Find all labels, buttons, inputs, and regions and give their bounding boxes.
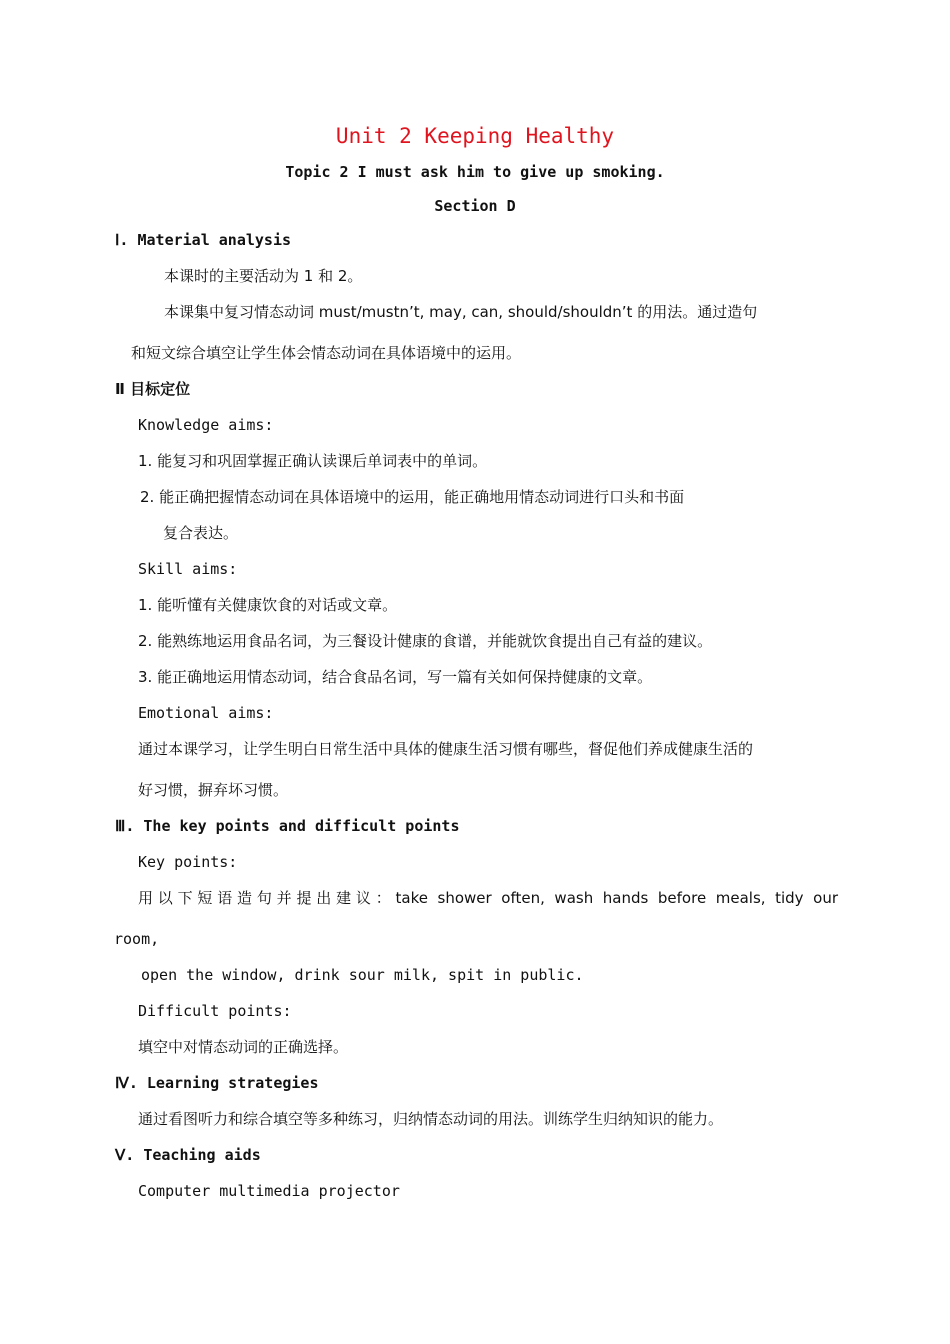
section-heading-material-analysis: Ⅰ. Material analysis	[115, 231, 292, 249]
paragraph: 通过看图听力和综合填空等多种练习，归纳情态动词的用法。训练学生归纳知识的能力。	[138, 1110, 724, 1128]
subheading-skill-aims: Skill aims:	[138, 560, 238, 578]
list-item-continued: 复合表达。	[163, 524, 239, 542]
section-heading-teaching-aids: Ⅴ. Teaching aids	[115, 1146, 261, 1164]
list-item: 1. 能听懂有关健康饮食的对话或文章。	[138, 596, 398, 614]
paragraph: open the window, drink sour milk, spit in public.	[141, 966, 584, 984]
paragraph: 通过本课学习，让学生明白日常生活中具体的健康生活习惯有哪些，督促他们养成健康生活的	[138, 740, 754, 758]
paragraph: 本课时的主要活动为 1 和 2。	[164, 267, 363, 285]
document-title: Unit 2 Keeping Healthy	[335, 124, 615, 148]
section-heading-key-points: Ⅲ. The key points and difficult points	[115, 817, 460, 835]
subheading-key-points: Key points:	[138, 853, 238, 871]
list-item: 2. 能正确把握情态动词在具体语境中的运用，能正确地用情态动词进行口头和书面	[140, 488, 685, 506]
paragraph: 本课集中复习情态动词 must/mustn’t, may, can, should/shouldn’t 的用法。通过造句	[164, 303, 758, 321]
topic-subtitle: Topic 2 I must ask him to give up smoking.	[285, 163, 665, 181]
paragraph: room,	[114, 930, 160, 948]
subheading-emotional-aims: Emotional aims:	[138, 704, 274, 722]
paragraph: 好习惯，摒弃坏习惯。	[138, 781, 289, 799]
section-heading-goals: Ⅱ 目标定位	[115, 380, 191, 398]
section-heading-learning-strategies: Ⅳ. Learning strategies	[115, 1074, 319, 1092]
subheading-knowledge-aims: Knowledge aims:	[138, 416, 274, 434]
section-label: Section D	[434, 197, 516, 215]
paragraph: Computer multimedia projector	[138, 1182, 400, 1200]
subheading-difficult-points: Difficult points:	[138, 1002, 292, 1020]
list-item: 2. 能熟练地运用食品名词，为三餐设计健康的食谱，并能就饮食提出自己有益的建议。	[138, 632, 713, 650]
paragraph: 和短文综合填空让学生体会情态动词在具体语境中的运用。	[131, 344, 522, 362]
list-item: 1. 能复习和巩固掌握正确认读课后单词表中的单词。	[138, 452, 488, 470]
paragraph: 用以下短语造句并提出建议：take shower often, wash hands before meals, tidy our	[138, 889, 838, 907]
list-item: 3. 能正确地运用情态动词，结合食品名词，写一篇有关如何保持健康的文章。	[138, 668, 653, 686]
paragraph: 填空中对情态动词的正确选择。	[138, 1038, 349, 1056]
